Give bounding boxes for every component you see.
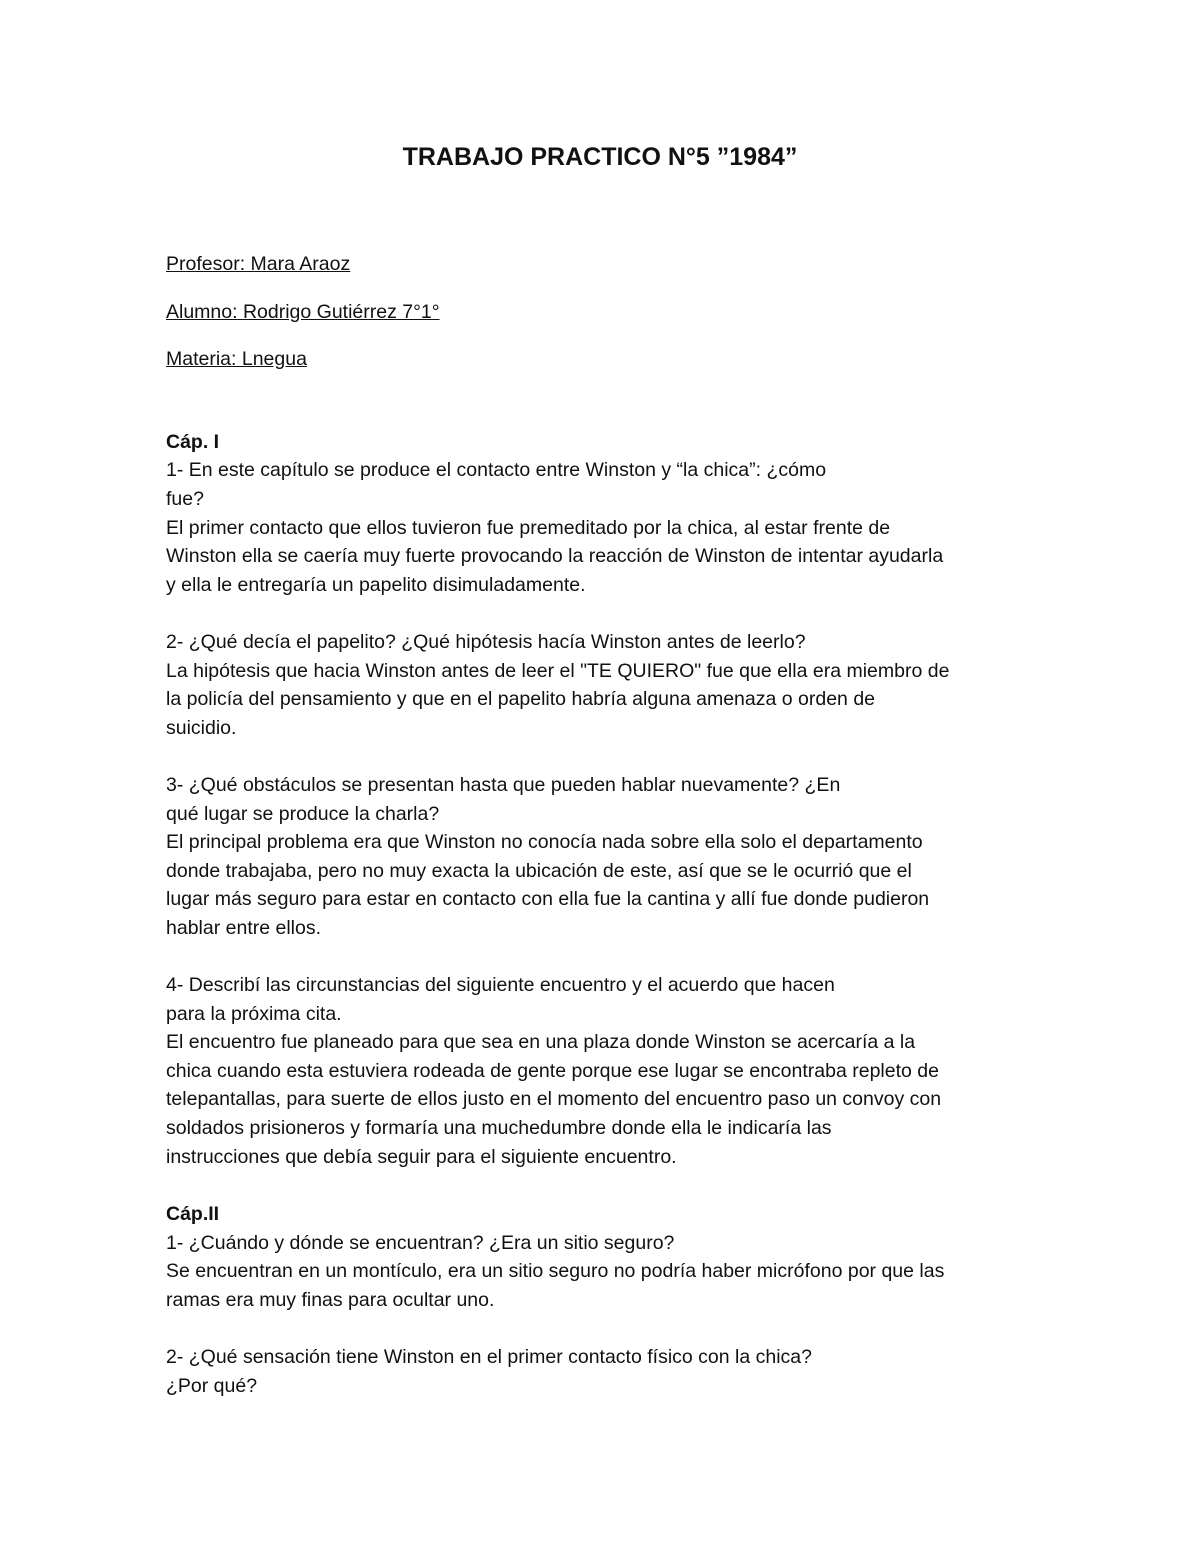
answer-line: y ella le entregaría un papelito disimuladamente. <box>166 573 586 596</box>
answer-line: Se encuentran en un montículo, era un sitio seguro no podría haber micrófono por que las <box>166 1260 945 1283</box>
question-line: 4- Describí las circunstancias del siguiente encuentro y el acuerdo que hacen <box>166 974 835 997</box>
question-line: 2- ¿Qué sensación tiene Winston en el primer contacto físico con la chica? <box>166 1346 812 1369</box>
chapter-heading: Cáp. I <box>166 430 220 453</box>
answer-line: donde trabajaba, pero no muy exacta la ubicación de este, así que se le ocurrió que el <box>166 859 912 882</box>
chapter-2 <box>166 1200 1046 1400</box>
subject-line: Materia: Lnegua <box>166 348 307 371</box>
qa-item <box>166 1229 1046 1315</box>
answer-line: ramas era muy finas para ocultar uno. <box>166 1289 495 1311</box>
answer-line: hablar entre ellos. <box>166 916 322 939</box>
question-line: 1- ¿Cuándo y dónde se encuentran? ¿Era un sitio seguro? <box>166 1231 675 1254</box>
student-line: Alumno: Rodrigo Gutiérrez 7°1° <box>166 300 440 323</box>
answer-line: El primer contacto que ellos tuvieron fue premeditado por la chica, al estar frente de <box>166 516 891 539</box>
qa-item <box>166 456 1046 599</box>
answer-line: suicidio. <box>166 716 237 739</box>
answer-line: chica cuando esta estuviera rodeada de gente porque ese lugar se encontraba repleto de <box>166 1059 939 1082</box>
answer-line: Winston ella se caería muy fuerte provocando la reacción de Winston de intentar ayudarla <box>166 545 944 568</box>
answer-line: la policía del pensamiento y que en el papelito habría alguna amenaza o orden de <box>166 688 876 711</box>
chapter-heading: Cáp.II <box>166 1203 220 1226</box>
answer-line: soldados prisioneros y formaría una muchedumbre donde ella le indicaría las <box>166 1117 832 1140</box>
teacher-line: Profesor: Mara Araoz <box>166 253 351 275</box>
chapter-1 <box>166 428 1046 1171</box>
answer-line: El principal problema era que Winston no conocía nada sobre ella solo el departamento <box>166 831 923 854</box>
question-line: 3- ¿Qué obstáculos se presentan hasta que pueden hablar nuevamente? ¿En <box>166 773 841 796</box>
question-line: 1- En este capítulo se produce el contacto entre Winston y “la chica”: ¿cómo <box>166 459 827 482</box>
question-line: fue? <box>166 487 204 510</box>
answer-line: El encuentro fue planeado para que sea en una plaza donde Winston se acercaría a la <box>166 1031 916 1054</box>
qa-item <box>166 1343 1046 1400</box>
answer-line: telepantallas, para suerte de ellos justo en el momento del encuentro paso un convoy con <box>166 1088 942 1111</box>
answer-line: instrucciones que debía seguir para el siguiente encuentro. <box>166 1145 677 1168</box>
answer-line: La hipótesis que hacia Winston antes de leer el "TE QUIERO" fue que ella era miembro de <box>166 659 950 682</box>
qa-item <box>166 628 1046 742</box>
qa-item <box>166 971 1046 1171</box>
document-title: TRABAJO PRACTICO N°5 ”1984” <box>402 143 798 171</box>
question-line: qué lugar se produce la charla? <box>166 802 440 825</box>
question-line: 2- ¿Qué decía el papelito? ¿Qué hipótesis hacía Winston antes de leerlo? <box>166 630 806 653</box>
meta-block <box>166 250 1046 374</box>
answer-line: lugar más seguro para estar en contacto con ella fue la cantina y allí fue donde pudieron <box>166 888 930 911</box>
document-body <box>166 250 1046 1400</box>
question-line: para la próxima cita. <box>166 1002 342 1025</box>
question-line: ¿Por qué? <box>166 1374 258 1397</box>
qa-item <box>166 771 1046 943</box>
